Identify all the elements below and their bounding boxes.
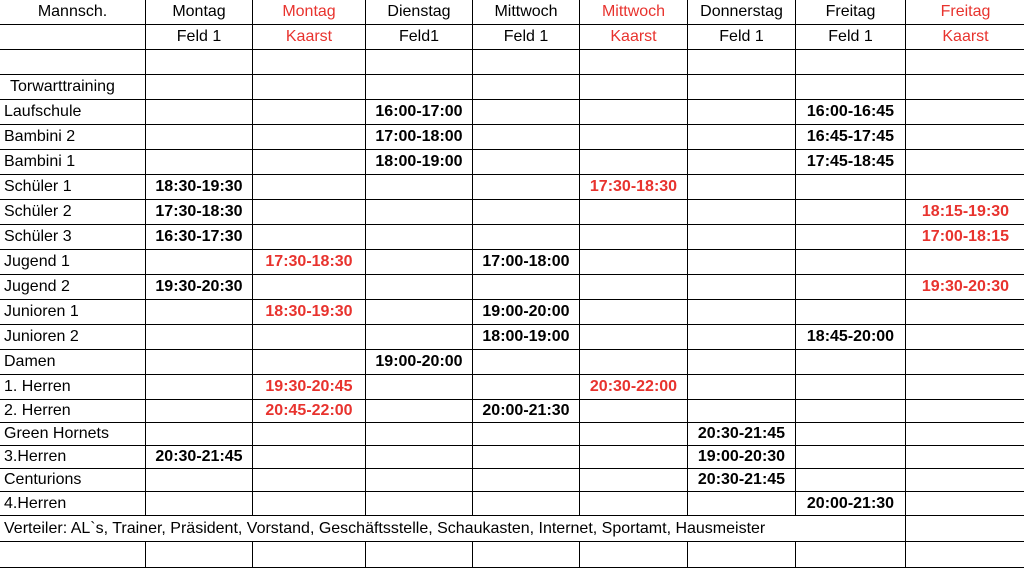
table-row (0, 300, 1024, 325)
header-row-fields (0, 25, 1024, 50)
time-slot: 18:00-19:00 (366, 150, 473, 175)
empty-cell (796, 50, 906, 75)
empty-cell (906, 446, 1024, 469)
empty-cell (796, 200, 906, 225)
team-name: 4.Herren (0, 492, 146, 516)
time-slot: 18:30-19:30 (146, 175, 253, 200)
empty-cell (580, 446, 688, 469)
empty-cell (580, 400, 688, 423)
team-name: Schüler 1 (0, 175, 146, 200)
team-name: Torwarttraining (0, 75, 146, 100)
empty-cell (253, 275, 366, 300)
empty-cell (906, 300, 1024, 325)
empty-cell (366, 542, 473, 568)
empty-cell (580, 300, 688, 325)
empty-cell (906, 423, 1024, 446)
empty-cell (473, 150, 580, 175)
empty-cell (146, 542, 253, 568)
empty-cell (146, 75, 253, 100)
empty-cell (253, 423, 366, 446)
time-slot: 19:00-20:00 (473, 300, 580, 325)
empty-cell (580, 325, 688, 350)
empty-cell (906, 250, 1024, 275)
empty-cell (146, 400, 253, 423)
empty-cell (796, 175, 906, 200)
header-team: Mannsch. (0, 0, 146, 25)
empty-cell (473, 469, 580, 492)
empty-cell (796, 423, 906, 446)
team-name: Junioren 2 (0, 325, 146, 350)
empty-cell (906, 375, 1024, 400)
table-row (0, 225, 1024, 250)
empty-cell (688, 200, 796, 225)
header-day: Montag (253, 0, 366, 25)
empty-cell (906, 469, 1024, 492)
empty-cell (146, 125, 253, 150)
empty-cell (580, 350, 688, 375)
empty-cell (796, 300, 906, 325)
header-field: Feld1 (366, 25, 473, 50)
empty-cell (796, 275, 906, 300)
table-row (0, 350, 1024, 375)
header-day: Mittwoch (580, 0, 688, 25)
empty-cell (796, 250, 906, 275)
time-slot: 20:00-21:30 (796, 492, 906, 516)
empty-cell (253, 469, 366, 492)
empty-cell (366, 225, 473, 250)
empty-cell (366, 175, 473, 200)
empty-cell (906, 350, 1024, 375)
empty-cell (253, 446, 366, 469)
empty-cell (473, 423, 580, 446)
empty-cell (906, 175, 1024, 200)
empty-cell (688, 50, 796, 75)
time-slot: 18:00-19:00 (473, 325, 580, 350)
time-slot: 19:30-20:30 (146, 275, 253, 300)
team-name: 3.Herren (0, 446, 146, 469)
empty-cell (688, 275, 796, 300)
time-slot: 17:30-18:30 (253, 250, 366, 275)
empty-cell (0, 50, 146, 75)
empty-cell (146, 350, 253, 375)
empty-cell (473, 175, 580, 200)
time-slot: 19:00-20:00 (366, 350, 473, 375)
empty-cell (688, 225, 796, 250)
header-day: Freitag (796, 0, 906, 25)
empty-cell (580, 150, 688, 175)
empty-cell (473, 542, 580, 568)
header-field-empty (0, 25, 146, 50)
empty-cell (146, 250, 253, 275)
empty-cell (366, 400, 473, 423)
team-name: Bambini 2 (0, 125, 146, 150)
time-slot: 17:00-18:00 (366, 125, 473, 150)
empty-cell (253, 325, 366, 350)
time-slot: 19:30-20:45 (253, 375, 366, 400)
header-field: Kaarst (580, 25, 688, 50)
table-row (0, 150, 1024, 175)
time-slot: 17:45-18:45 (796, 150, 906, 175)
table-row (0, 492, 1024, 516)
table-row (0, 125, 1024, 150)
header-field: Feld 1 (796, 25, 906, 50)
table-row (0, 446, 1024, 469)
empty-cell (796, 350, 906, 375)
empty-cell (906, 75, 1024, 100)
team-name: Bambini 1 (0, 150, 146, 175)
empty-cell (906, 50, 1024, 75)
header-field: Feld 1 (688, 25, 796, 50)
empty-cell (688, 300, 796, 325)
empty-cell (146, 325, 253, 350)
table-row (0, 200, 1024, 225)
empty-cell (688, 75, 796, 100)
time-slot: 17:00-18:15 (906, 225, 1024, 250)
empty-cell (796, 225, 906, 250)
empty-cell (580, 200, 688, 225)
empty-cell (688, 375, 796, 400)
time-slot: 19:30-20:30 (906, 275, 1024, 300)
empty-cell (366, 250, 473, 275)
time-slot: 18:30-19:30 (253, 300, 366, 325)
team-name: Jugend 1 (0, 250, 146, 275)
empty-cell (688, 400, 796, 423)
empty-cell (906, 125, 1024, 150)
empty-cell (688, 325, 796, 350)
empty-cell (580, 423, 688, 446)
table-row (0, 175, 1024, 200)
empty-cell (796, 469, 906, 492)
empty-cell (688, 492, 796, 516)
empty-cell (796, 446, 906, 469)
empty-cell (473, 492, 580, 516)
header-day: Mittwoch (473, 0, 580, 25)
empty-cell (688, 542, 796, 568)
time-slot: 16:30-17:30 (146, 225, 253, 250)
time-slot: 20:30-22:00 (580, 375, 688, 400)
empty-cell (146, 469, 253, 492)
empty-cell (366, 423, 473, 446)
empty-cell (253, 125, 366, 150)
time-slot: 17:30-18:30 (146, 200, 253, 225)
empty-cell (473, 125, 580, 150)
empty-cell (580, 542, 688, 568)
empty-cell (906, 150, 1024, 175)
verteiler-text: Verteiler: AL`s, Trainer, Präsident, Vorstand, Geschäftsstelle, Schaukasten, Internet, Sportamt, Hausmeister (0, 516, 906, 542)
empty-cell (796, 375, 906, 400)
empty-cell (688, 175, 796, 200)
empty-cell (580, 469, 688, 492)
table-row (0, 469, 1024, 492)
header-day: Dienstag (366, 0, 473, 25)
empty-cell (253, 175, 366, 200)
empty-cell (366, 300, 473, 325)
empty-cell (253, 542, 366, 568)
verteiler-row (0, 516, 1024, 542)
empty-cell (146, 50, 253, 75)
team-name: Schüler 2 (0, 200, 146, 225)
empty-cell (253, 225, 366, 250)
empty-cell (688, 150, 796, 175)
time-slot: 17:00-18:00 (473, 250, 580, 275)
empty-cell (580, 275, 688, 300)
time-slot: 17:30-18:30 (580, 175, 688, 200)
empty-cell (580, 225, 688, 250)
empty-cell (253, 150, 366, 175)
header-day: Donnerstag (688, 0, 796, 25)
empty-cell (366, 469, 473, 492)
empty-cell (253, 100, 366, 125)
time-slot: 16:00-17:00 (366, 100, 473, 125)
empty-cell (366, 200, 473, 225)
empty-cell (906, 100, 1024, 125)
empty-cell (473, 200, 580, 225)
empty-cell (688, 250, 796, 275)
empty-cell (580, 492, 688, 516)
empty-cell (146, 150, 253, 175)
team-name: Junioren 1 (0, 300, 146, 325)
empty-cell (146, 492, 253, 516)
header-field: Feld 1 (146, 25, 253, 50)
empty-cell (906, 325, 1024, 350)
time-slot: 20:30-21:45 (688, 423, 796, 446)
empty-cell (688, 125, 796, 150)
team-name: Green Hornets (0, 423, 146, 446)
table-row (0, 75, 1024, 100)
table-row (0, 275, 1024, 300)
time-slot: 16:45-17:45 (796, 125, 906, 150)
empty-cell (906, 542, 1024, 568)
time-slot: 20:00-21:30 (473, 400, 580, 423)
empty-cell (796, 400, 906, 423)
empty-cell (796, 542, 906, 568)
empty-cell (366, 325, 473, 350)
empty-cell (688, 100, 796, 125)
empty-cell (473, 350, 580, 375)
empty-cell (473, 50, 580, 75)
empty-cell (366, 446, 473, 469)
table-row (0, 423, 1024, 446)
team-name: Damen (0, 350, 146, 375)
empty-cell (580, 250, 688, 275)
empty-cell (580, 100, 688, 125)
empty-cell (796, 75, 906, 100)
empty-cell (253, 350, 366, 375)
empty-cell (473, 446, 580, 469)
time-slot: 20:30-21:45 (688, 469, 796, 492)
header-field: Kaarst (906, 25, 1024, 50)
header-day: Montag (146, 0, 253, 25)
time-slot: 19:00-20:30 (688, 446, 796, 469)
time-slot: 18:15-19:30 (906, 200, 1024, 225)
empty-cell (0, 542, 146, 568)
empty-cell (473, 225, 580, 250)
empty-cell (906, 400, 1024, 423)
empty-cell (253, 50, 366, 75)
empty-cell (146, 100, 253, 125)
table-row (0, 250, 1024, 275)
empty-cell (253, 200, 366, 225)
team-name: Laufschule (0, 100, 146, 125)
empty-cell (473, 275, 580, 300)
team-name: 1. Herren (0, 375, 146, 400)
empty-cell (580, 125, 688, 150)
empty-cell (146, 375, 253, 400)
empty-cell (906, 492, 1024, 516)
empty-cell (253, 75, 366, 100)
spacer-row (0, 50, 1024, 75)
header-day: Freitag (906, 0, 1024, 25)
time-slot: 20:45-22:00 (253, 400, 366, 423)
empty-cell (146, 423, 253, 446)
empty-cell (580, 50, 688, 75)
empty-cell (473, 100, 580, 125)
empty-cell (366, 75, 473, 100)
empty-cell (366, 375, 473, 400)
team-name: Jugend 2 (0, 275, 146, 300)
empty-cell (366, 492, 473, 516)
empty-cell (366, 50, 473, 75)
time-slot: 20:30-21:45 (146, 446, 253, 469)
empty-cell (146, 300, 253, 325)
bottom-row (0, 542, 1024, 568)
team-name: Schüler 3 (0, 225, 146, 250)
empty-cell (688, 350, 796, 375)
header-field: Feld 1 (473, 25, 580, 50)
table-row (0, 375, 1024, 400)
header-field: Kaarst (253, 25, 366, 50)
time-slot: 16:00-16:45 (796, 100, 906, 125)
time-slot: 18:45-20:00 (796, 325, 906, 350)
team-name: 2. Herren (0, 400, 146, 423)
empty-cell (906, 516, 1024, 542)
header-row-days (0, 0, 1024, 25)
empty-cell (580, 75, 688, 100)
empty-cell (473, 75, 580, 100)
table-row (0, 100, 1024, 125)
empty-cell (473, 375, 580, 400)
empty-cell (253, 492, 366, 516)
table-row (0, 325, 1024, 350)
table-row (0, 400, 1024, 423)
team-name: Centurions (0, 469, 146, 492)
empty-cell (366, 275, 473, 300)
